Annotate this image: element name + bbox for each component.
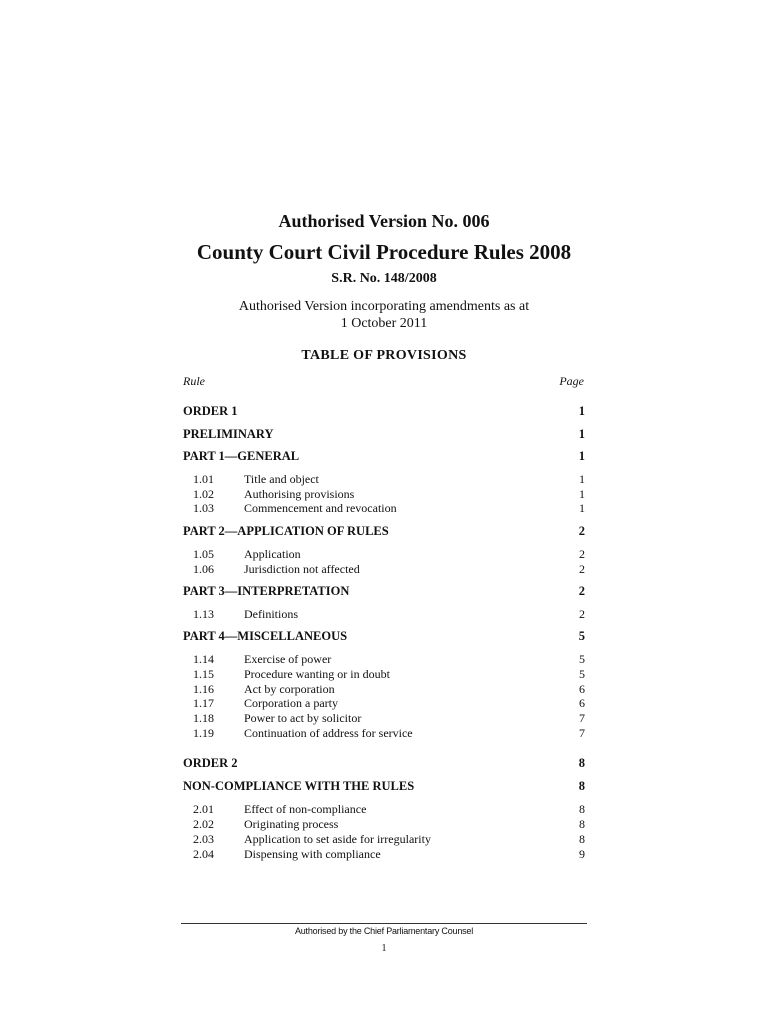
- toc-heading-non-compliance: [183, 779, 585, 795]
- rule-page: 1: [579, 487, 585, 501]
- rule-title: Exercise of power: [244, 652, 332, 666]
- toc-heading-label: ORDER 1: [183, 404, 238, 418]
- toc-heading-page: 5: [578, 629, 585, 643]
- toc-heading-label: PART 3—INTERPRETATION: [183, 584, 350, 598]
- toc-entry: [193, 667, 585, 682]
- rule-page: 5: [579, 652, 585, 666]
- rule-number: 1.06: [193, 562, 214, 576]
- rule-page: 1: [579, 472, 585, 486]
- toc-entry: [193, 472, 585, 487]
- table-of-provisions-heading: TABLE OF PROVISIONS: [301, 348, 467, 363]
- rule-title: Application: [244, 547, 301, 561]
- rule-number: 1.15: [193, 667, 214, 681]
- amendments-note-line1: Authorised Version incorporating amendments as at: [238, 299, 530, 314]
- rule-number: 1.16: [193, 682, 214, 696]
- toc-heading-preliminary: [183, 427, 585, 443]
- toc-heading-label: PART 2—APPLICATION OF RULES: [183, 524, 389, 538]
- rule-number: 2.03: [193, 832, 214, 846]
- amendments-note: [0, 298, 768, 332]
- page-column-header: Page: [559, 374, 584, 388]
- toc-heading-label: PRELIMINARY: [183, 427, 274, 441]
- toc-heading-page: 2: [578, 524, 585, 538]
- rule-page: 2: [579, 547, 585, 561]
- rule-title: Act by corporation: [244, 682, 335, 696]
- rule-title: Corporation a party: [244, 696, 338, 710]
- rule-number: 1.19: [193, 726, 214, 740]
- rule-page: 7: [579, 711, 585, 725]
- rule-title: Procedure wanting or in doubt: [244, 667, 390, 681]
- toc-entry: [193, 832, 585, 847]
- rule-title: Authorising provisions: [244, 487, 355, 501]
- toc-heading-label: PART 1—GENERAL: [183, 449, 300, 463]
- toc-heading-part-1: [183, 449, 585, 465]
- toc-heading-page: 1: [578, 427, 585, 441]
- toc-heading-page: 2: [578, 584, 585, 598]
- rule-number: 2.02: [193, 817, 214, 831]
- toc-entry: [193, 652, 585, 667]
- footer-rule: [181, 923, 587, 924]
- authorised-version-heading: Authorised Version No. 006: [278, 211, 490, 231]
- rule-title: Title and object: [244, 472, 319, 486]
- rule-number: 2.01: [193, 802, 214, 816]
- rule-title: Originating process: [244, 817, 339, 831]
- toc-heading-page: 1: [578, 449, 585, 463]
- rule-number: 1.14: [193, 652, 214, 666]
- rule-page: 6: [579, 682, 585, 696]
- rule-number: 1.01: [193, 472, 214, 486]
- toc-heading-page: 8: [578, 756, 585, 770]
- toc-entry: [193, 682, 585, 697]
- rule-number: 1.03: [193, 501, 214, 515]
- toc-heading-label: NON-COMPLIANCE WITH THE RULES: [183, 779, 415, 793]
- rule-page: 1: [579, 501, 585, 515]
- toc-heading-order-2: [183, 756, 585, 772]
- rule-page: 7: [579, 726, 585, 740]
- toc-heading-label: PART 4—MISCELLANEOUS: [183, 629, 348, 643]
- rule-number: 1.18: [193, 711, 214, 725]
- rule-page: 8: [579, 832, 585, 846]
- rule-title: Application to set aside for irregularity: [244, 832, 431, 846]
- footer-page-number: 1: [381, 943, 387, 954]
- toc-entry: [193, 817, 585, 832]
- rule-title: Definitions: [244, 607, 298, 621]
- rule-number: 1.17: [193, 696, 214, 710]
- toc-entry: [193, 487, 585, 502]
- rule-title: Jurisdiction not affected: [244, 562, 360, 576]
- rule-column-header: Rule: [183, 374, 205, 388]
- rule-page: 9: [579, 847, 585, 861]
- statutory-rule-number: S.R. No. 148/2008: [331, 271, 437, 286]
- toc-heading-part-4: [183, 629, 585, 645]
- rule-page: 8: [579, 817, 585, 831]
- toc-entry: [193, 607, 585, 622]
- toc-heading-part-2: [183, 524, 585, 540]
- rule-title: Effect of non-compliance: [244, 802, 367, 816]
- toc-entry: [193, 726, 585, 741]
- amendments-note-line2: 1 October 2011: [340, 316, 428, 331]
- rule-number: 1.13: [193, 607, 214, 621]
- rule-page: 5: [579, 667, 585, 681]
- toc-entry: [193, 711, 585, 726]
- toc-heading-part-3: [183, 584, 585, 600]
- toc-entry: [193, 802, 585, 817]
- rule-page: 8: [579, 802, 585, 816]
- toc-entry: [193, 547, 585, 562]
- toc-heading-label: ORDER 2: [183, 756, 238, 770]
- toc-entry: [193, 501, 585, 516]
- toc-entry: [193, 696, 585, 711]
- rule-title: Continuation of address for service: [244, 726, 413, 740]
- rule-title: Power to act by solicitor: [244, 711, 362, 725]
- toc-entry: [193, 847, 585, 862]
- rule-page: 6: [579, 696, 585, 710]
- toc-heading-page: 8: [578, 779, 585, 793]
- document-title: County Court Civil Procedure Rules 2008: [196, 240, 572, 264]
- rule-title: Commencement and revocation: [244, 501, 397, 515]
- footer-authorised-by: Authorised by the Chief Parliamentary Counsel: [294, 926, 474, 936]
- rule-number: 1.05: [193, 547, 214, 561]
- toc-heading-order-1: [183, 404, 585, 420]
- rule-number: 2.04: [193, 847, 214, 861]
- rule-number: 1.02: [193, 487, 214, 501]
- rule-page: 2: [579, 562, 585, 576]
- toc-entry: [193, 562, 585, 577]
- rule-title: Dispensing with compliance: [244, 847, 381, 861]
- rule-page: 2: [579, 607, 585, 621]
- toc-heading-page: 1: [578, 404, 585, 418]
